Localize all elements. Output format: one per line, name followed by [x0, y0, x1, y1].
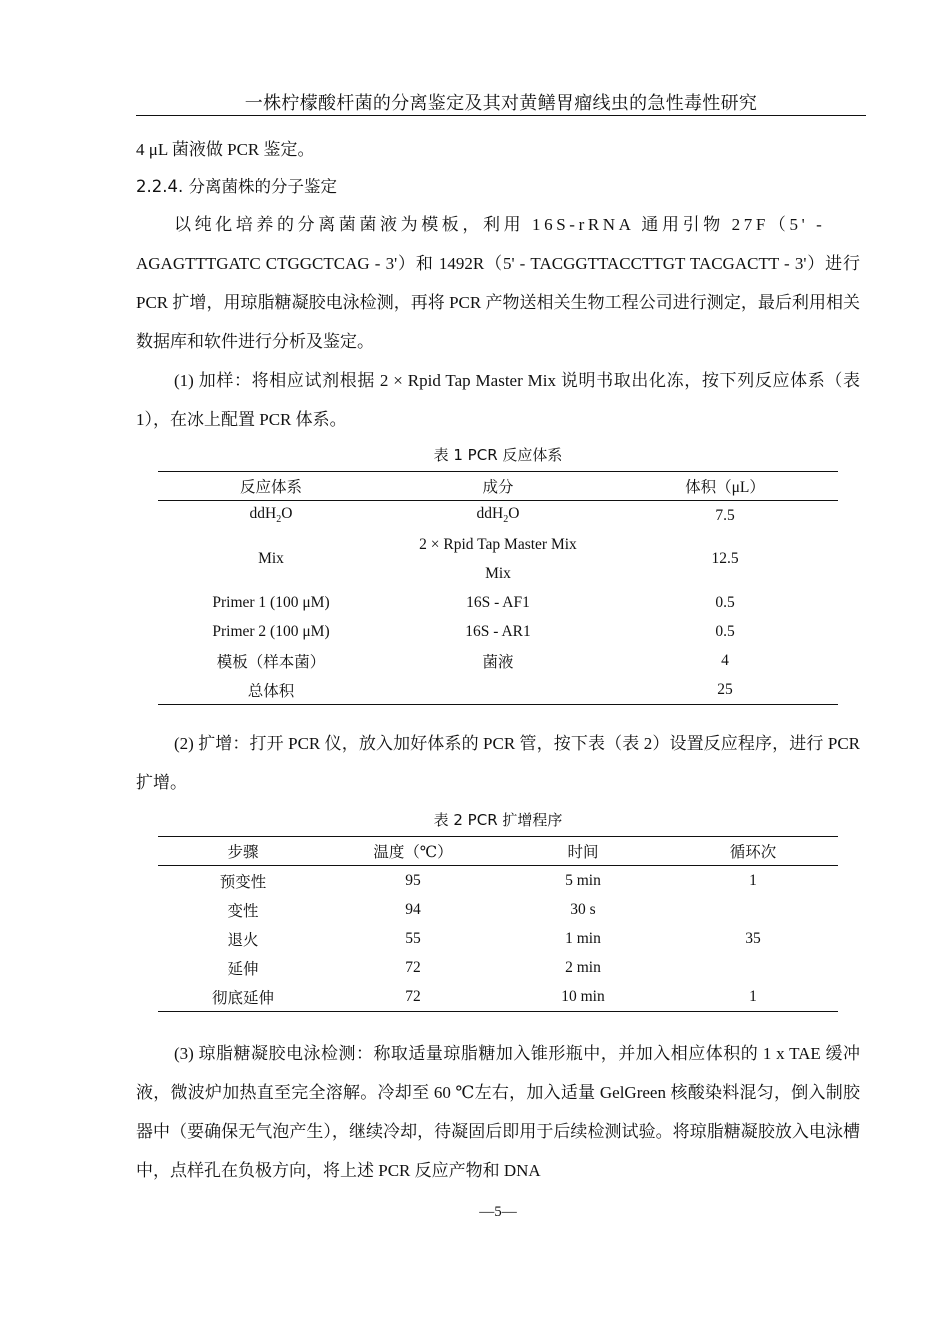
page-number: —5—	[479, 1204, 517, 1220]
table-cell: 退火	[227, 931, 259, 949]
table-cell: 5 min	[565, 871, 601, 889]
table-cell: 2 × Rpid Tap Master Mix Mix	[419, 536, 577, 582]
table-cell: 0.5	[715, 593, 735, 611]
table-cell: 95	[405, 871, 421, 889]
table-cell: 1	[749, 871, 757, 889]
table-header-cell: 温度（℃）	[328, 837, 498, 866]
table-cell: 30 s	[570, 900, 596, 918]
table-row	[158, 924, 838, 953]
paragraph-1-line-1: 以纯化培养的分离菌菌液为模板，利用 16S-rRNA 通用引物 27F（5' -	[174, 215, 826, 234]
table-2	[158, 836, 838, 1012]
table-cell: 4	[721, 651, 729, 669]
table-row	[158, 675, 838, 705]
table-cell: 10 min	[498, 982, 668, 1012]
table-cell: 彻底延伸	[158, 982, 328, 1012]
table-row	[158, 646, 838, 675]
table-cell: 延伸	[227, 960, 259, 978]
table-header-cell: 成分	[384, 472, 612, 501]
paragraph-2: (1) 加样：将相应试剂根据 2 × Rpid Tap Master Mix 说明书取出化冻，按下列反应体系（表 1），在冰上配置 PCR 体系。	[136, 371, 860, 429]
table-cell: Primer 2 (100 μM)	[212, 622, 330, 640]
paragraph-3: (2) 扩增：打开 PCR 仪，放入加好体系的 PCR 管，按下表（表 2）设置反应程序，进行 PCR 扩增。	[136, 734, 860, 792]
table-row	[158, 530, 838, 588]
table-cell: 7.5	[715, 506, 735, 524]
page-content	[136, 130, 860, 1190]
running-header: 一株柠檬酸杆菌的分离鉴定及其对黄鳝胃瘤线虫的急性毒性研究	[244, 93, 758, 113]
table-header-cell: 步骤	[158, 837, 328, 866]
table-cell: 0.5	[715, 622, 735, 640]
table-cell: 总体积	[158, 675, 384, 705]
table-2-caption: 表 2 PCR 扩增程序	[433, 811, 563, 829]
table-cell: 35	[745, 929, 761, 947]
table-row	[158, 588, 838, 617]
table-row	[158, 953, 838, 982]
table-cell: 72	[328, 982, 498, 1012]
table-header-cell: 时间	[498, 837, 668, 866]
table-cell: 2 min	[565, 958, 601, 976]
table-cell: ddH$_2$O	[249, 505, 293, 526]
table-cell: Mix	[258, 550, 284, 567]
table-header-row	[158, 472, 838, 501]
table-cell: 菌液	[482, 653, 514, 671]
table-header-cell: 体积（μL）	[612, 472, 838, 501]
table-cell	[384, 675, 612, 705]
header-rule	[136, 115, 866, 116]
table-cell: Primer 1 (100 μM)	[212, 593, 330, 611]
table-cell: 72	[405, 958, 421, 976]
table-row	[158, 982, 838, 1012]
table-cell	[668, 953, 838, 982]
table-cell: 模板（样本菌）	[216, 653, 326, 671]
table-header-cell: 反应体系	[158, 472, 384, 501]
table-cell: 16S - AF1	[466, 593, 530, 611]
table-cell	[668, 895, 838, 924]
table-1	[158, 471, 838, 705]
paragraph-4: (3) 琼脂糖凝胶电泳检测：称取适量琼脂糖加入锥形瓶中，并加入相应体积的 1 x TAE 缓冲液，微波炉加热直至完全溶解。冷却至 60 ℃左右，加入适量 GelGreen 核酸染料混匀，倒入制胶器中（要确保无气泡产生），继续冷却，待凝固后即用于后续检测试验。将琼脂糖凝胶放入电泳槽中，点样孔在负极方向，将上述 PCR 反应产物和 DNA	[136, 1044, 860, 1180]
table-row	[158, 501, 838, 531]
table-cell: 变性	[227, 902, 259, 920]
table-row	[158, 895, 838, 924]
table-cell: 16S - AR1	[465, 622, 531, 640]
table-row	[158, 866, 838, 896]
section-heading: 2.2.4. 分离菌株的分子鉴定	[136, 177, 337, 196]
table-cell: 25	[612, 675, 838, 705]
table-1-caption: 表 1 PCR 反应体系	[433, 446, 563, 464]
table-cell: 1 min	[565, 929, 601, 947]
table-row	[158, 617, 838, 646]
table-cell: 55	[405, 929, 421, 947]
table-cell: 1	[668, 982, 838, 1012]
table-header-row	[158, 837, 838, 866]
table-cell: ddH$_2$O	[476, 505, 520, 526]
paragraph-start: 4 μL 菌液做 PCR 鉴定。	[136, 140, 315, 159]
table-cell: 94	[405, 900, 421, 918]
paragraph-1-rest: AGAGTTTGATC CTGGCTCAG - 3'）和 1492R（5' - TACGGTTACCTTGT TACGACTT - 3'）进行 PCR 扩增，用琼脂糖凝胶电泳检测，再将 PCR 产物送相关生物工程公司进行测定，最后利用相关数据库和软件进行分析及鉴定。	[136, 254, 860, 351]
table-cell: 12.5	[711, 550, 739, 567]
table-cell: 预变性	[219, 873, 267, 891]
table-header-cell: 循环次	[668, 837, 838, 866]
